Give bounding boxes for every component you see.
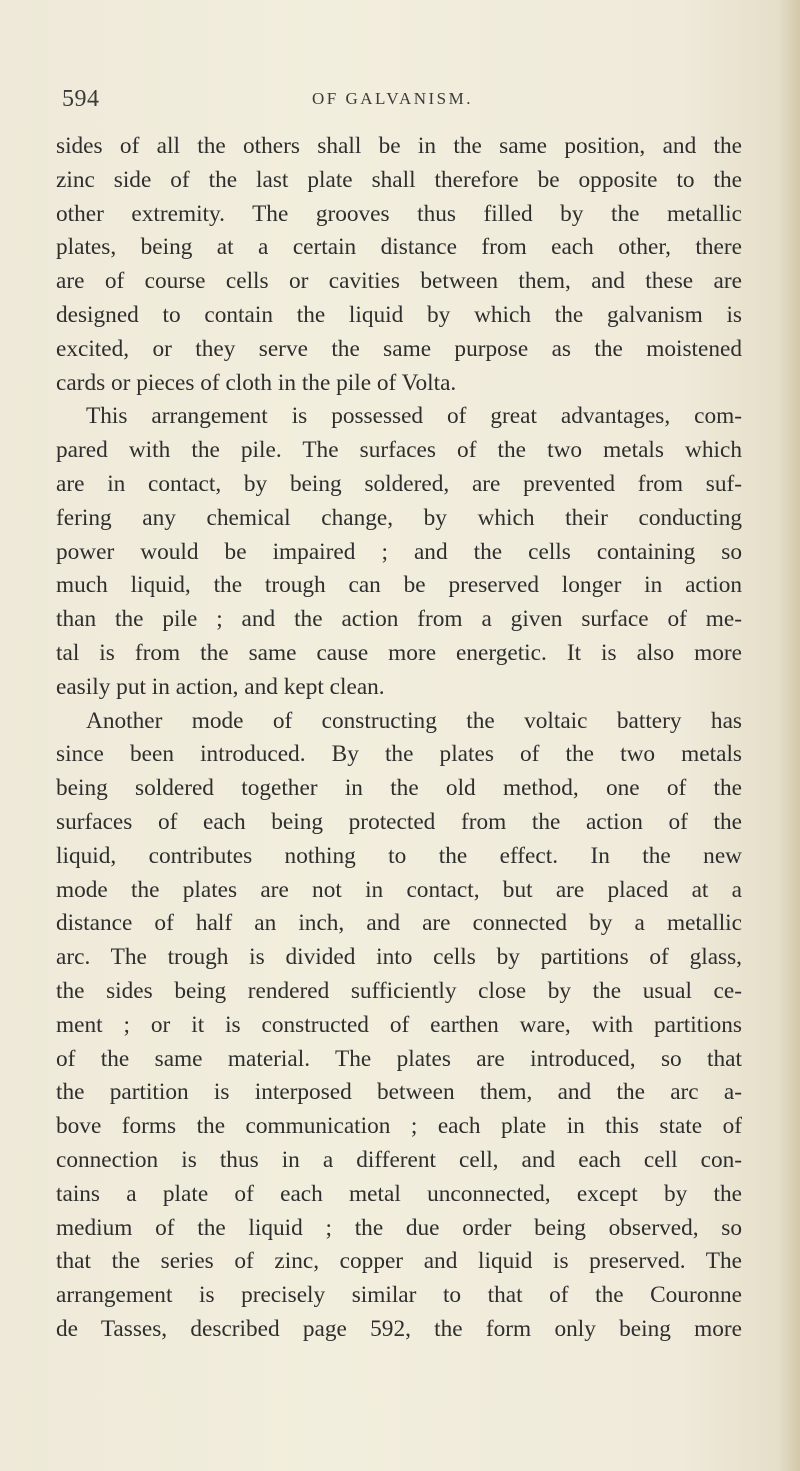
text-line: excited, or they serve the same purpose as the moistened	[56, 335, 742, 362]
text-line: plates, being at a certain distance from each other, there	[56, 234, 742, 261]
text-line: fering any chemical change, by which their conducting	[56, 504, 742, 531]
text-line: liquid, contributes nothing to the effect. In the new	[56, 842, 742, 869]
running-head: OF GALVANISM.	[312, 89, 473, 108]
text-line: distance of half an inch, and are connected by a metallic	[56, 910, 742, 937]
text-line: Another mode of constructing the voltaic battery has	[86, 707, 742, 734]
text-line: that the series of zinc, copper and liquid is preserved. The	[56, 1248, 742, 1275]
page-edge-shadow	[778, 0, 800, 1471]
text-line: are in contact, by being soldered, are prevented from suf-	[56, 470, 742, 497]
text-line: than the pile ; and the action from a given surface of me-	[56, 606, 742, 633]
text-line: the sides being rendered sufficiently close by the usual ce-	[56, 977, 742, 1004]
text-line: tal is from the same cause more energetic. It is also more	[56, 639, 742, 666]
text-line: zinc side of the last plate shall therefore be opposite to the	[56, 166, 742, 193]
text-line: sides of all the others shall be in the same position, and the	[56, 133, 742, 159]
text-line: much liquid, the trough can be preserved longer in action	[56, 572, 742, 599]
text-line: de Tasses, described page 592, the form only being more	[56, 1315, 742, 1342]
page-header	[62, 86, 742, 126]
text-line: being soldered together in the old method, one of the	[56, 775, 742, 802]
text-line: of the same material. The plates are introduced, so that	[56, 1045, 742, 1072]
text-line: mode the plates are not in contact, but are placed at a	[56, 876, 742, 903]
text-line: designed to contain the liquid by which the galvanism is	[56, 301, 742, 328]
text-line: tains a plate of each metal unconnected, except by the	[56, 1180, 742, 1207]
text-line: other extremity. The grooves thus filled by the metallic	[56, 200, 742, 227]
text-line: easily put in action, and kept clean.	[56, 673, 385, 700]
text-line: since been introduced. By the plates of the two metals	[56, 741, 742, 768]
text-line: This arrangement is possessed of great advantages, com-	[86, 403, 742, 430]
text-line: pared with the pile. The surfaces of the two metals which	[56, 437, 742, 464]
text-line: cards or pieces of cloth in the pile of Volta.	[56, 369, 457, 396]
text-line: connection is thus in a different cell, and each cell con-	[56, 1146, 742, 1173]
text-line: arrangement is precisely similar to that of the Couronne	[56, 1282, 742, 1309]
body-text	[56, 130, 742, 1347]
text-line: are of course cells or cavities between them, and these are	[56, 268, 742, 295]
text-line: surfaces of each being protected from the action of the	[56, 808, 742, 835]
page-number: 594	[62, 86, 100, 112]
text-line: power would be impaired ; and the cells containing so	[56, 538, 742, 565]
text-line: medium of the liquid ; the due order being observed, so	[56, 1214, 742, 1241]
text-line: arc. The trough is divided into cells by partitions of glass,	[56, 944, 742, 971]
text-line: bove forms the communication ; each plate in this state of	[56, 1113, 742, 1140]
text-line: the partition is interposed between them, and the arc a-	[56, 1079, 742, 1106]
text-line: ment ; or it is constructed of earthen ware, with partitions	[56, 1011, 742, 1038]
